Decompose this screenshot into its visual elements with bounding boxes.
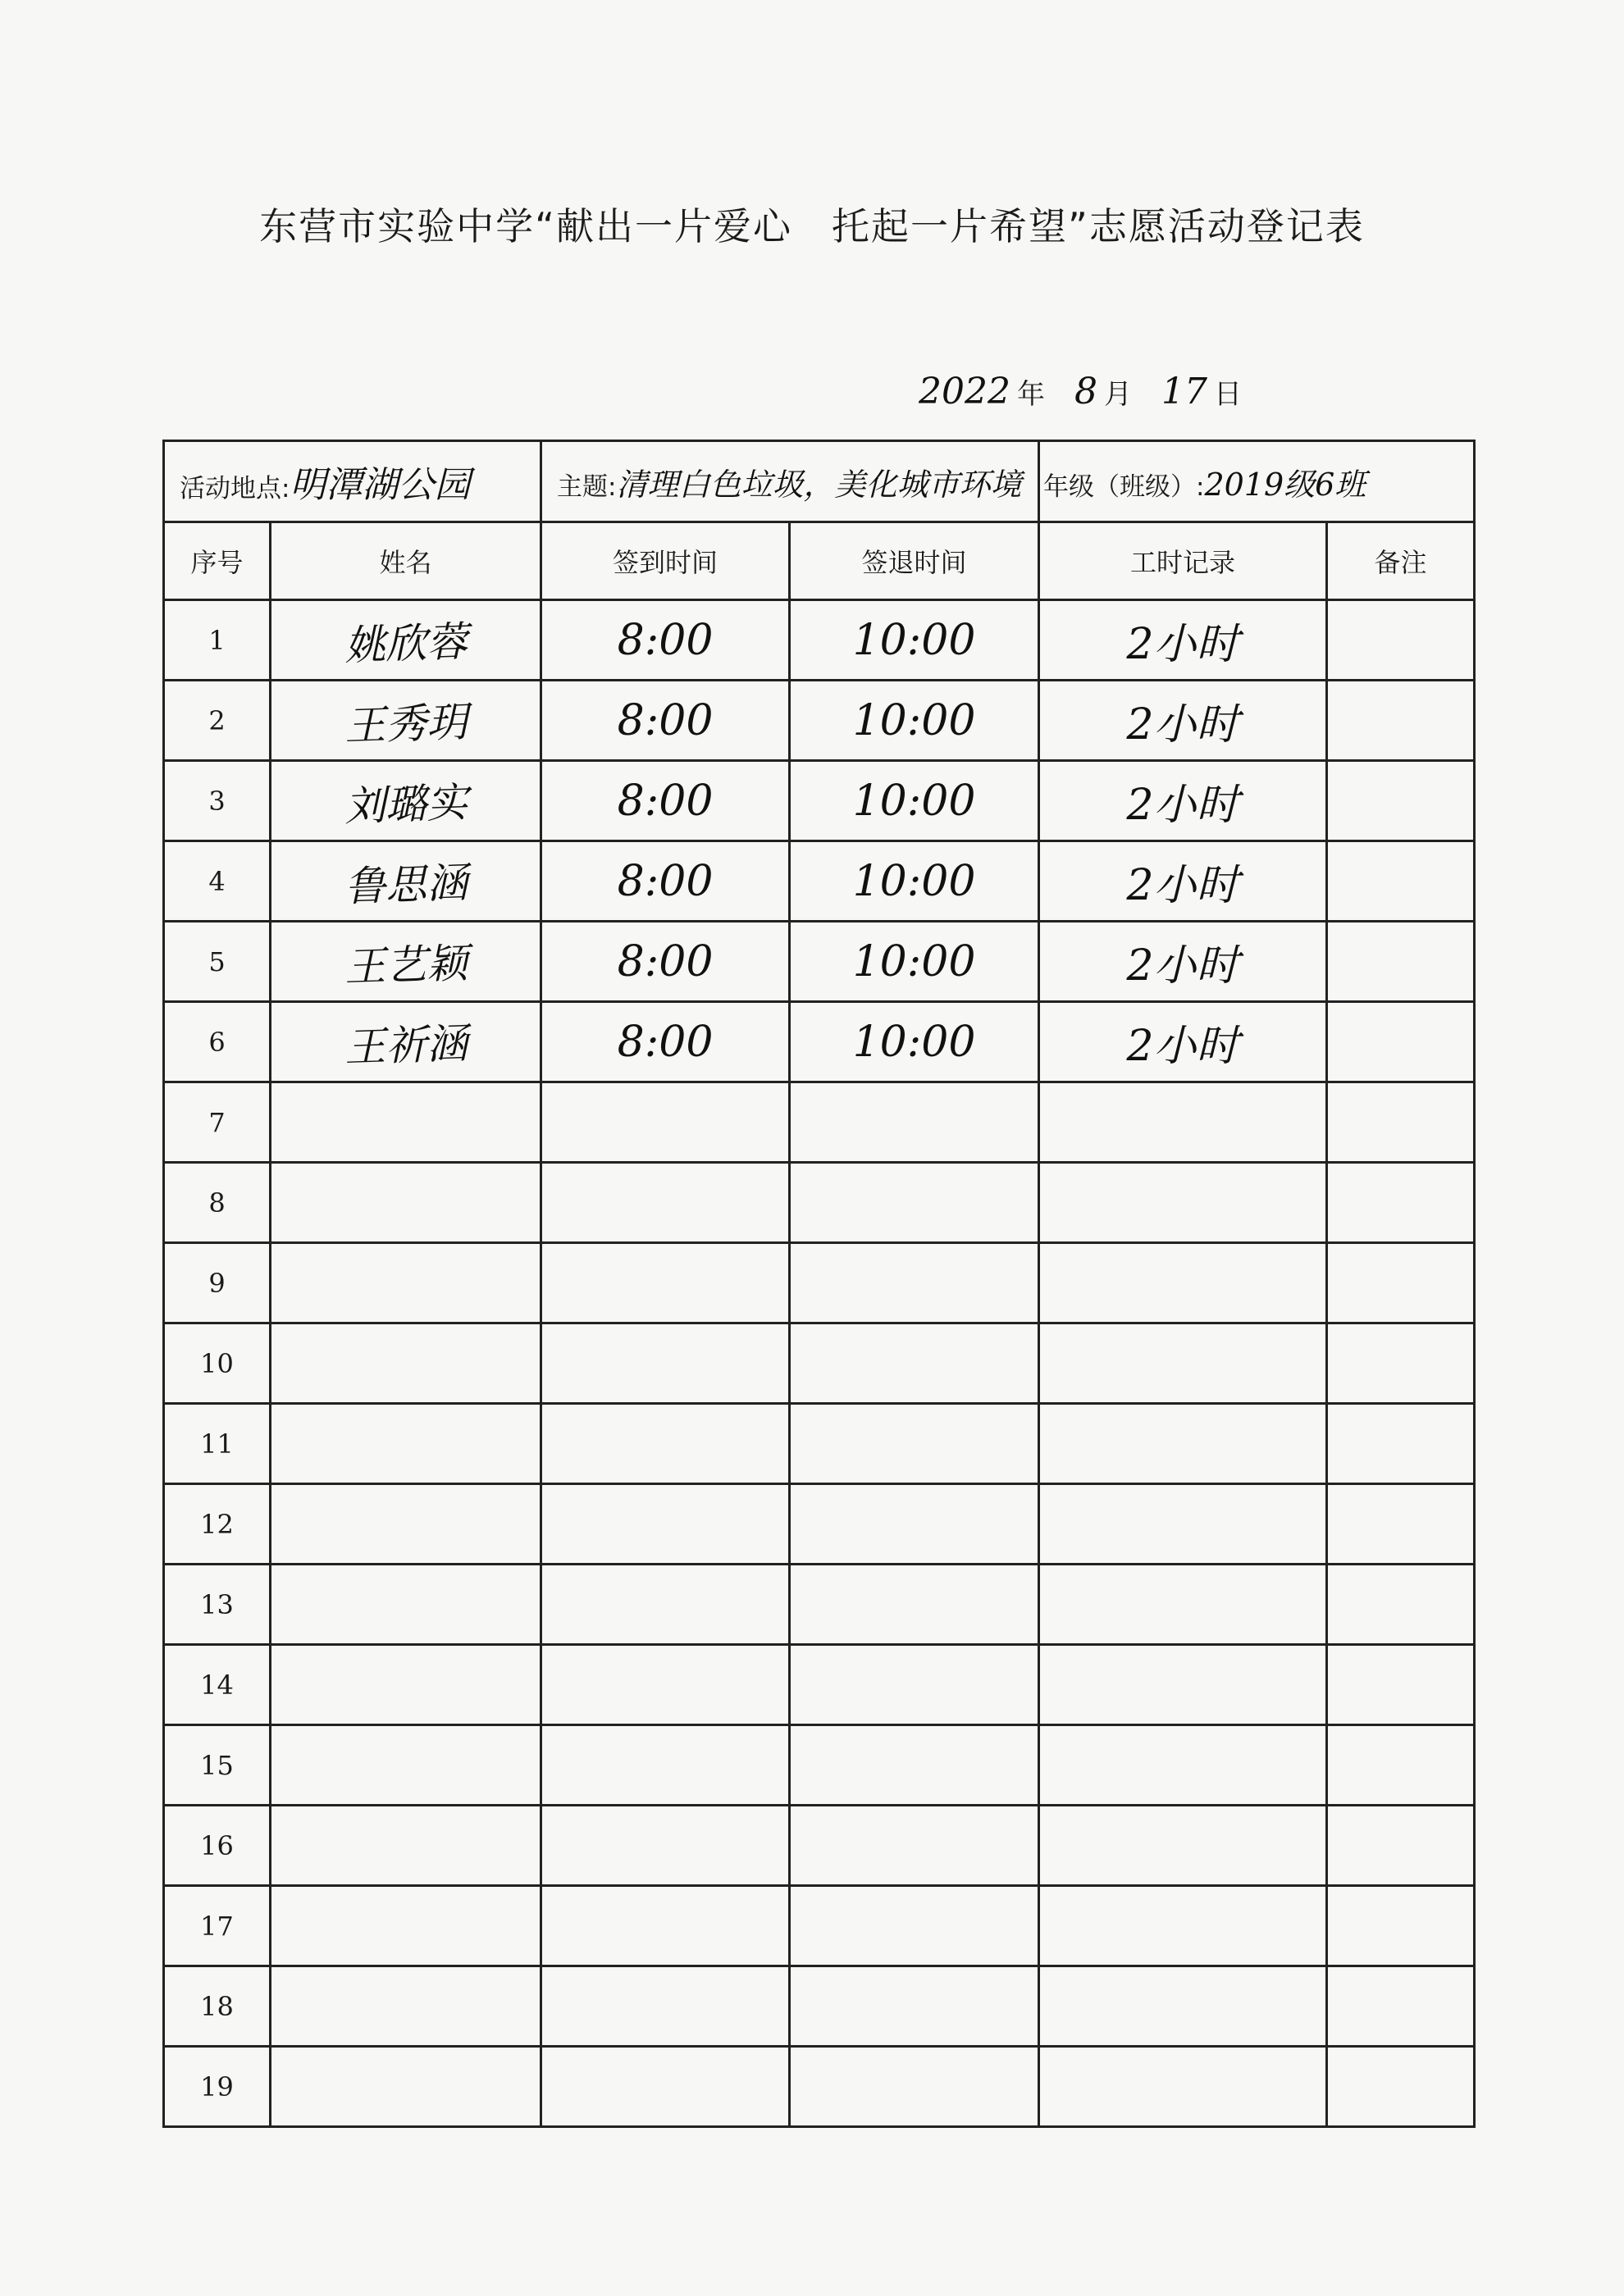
row-number: 4 <box>208 865 226 897</box>
row-hours-cell <box>1039 1645 1327 1725</box>
row-sign-in-cell <box>541 1886 790 1966</box>
row-sign-out-cell <box>790 1002 1039 1082</box>
row-sign-in-cell <box>541 1404 790 1484</box>
row-note-cell <box>1327 600 1475 681</box>
row-note-cell <box>1327 1002 1475 1082</box>
row-number-cell <box>164 1565 271 1645</box>
row-sign-in: 8:00 <box>617 1017 714 1067</box>
row-name: 刘璐实 <box>343 777 468 831</box>
row-note-cell <box>1327 1966 1475 2047</box>
row-number-cell <box>164 922 271 1002</box>
header-sign-in: 签到时间 <box>541 522 790 600</box>
row-number-cell <box>164 1806 271 1886</box>
row-sign-in-cell <box>541 1163 790 1243</box>
row-sign-out-cell <box>790 681 1039 761</box>
location-label: 活动地点: <box>180 474 290 503</box>
row-number: 19 <box>200 2070 234 2102</box>
date-day: 17 <box>1161 371 1207 412</box>
row-sign-out-cell <box>790 1725 1039 1806</box>
row-sign-in-cell <box>541 922 790 1002</box>
header-note: 备注 <box>1327 522 1475 600</box>
row-hours: 2小时 <box>1126 781 1239 830</box>
row-number-cell <box>164 1002 271 1082</box>
meta-row <box>164 441 1475 522</box>
row-hours-cell <box>1039 922 1327 1002</box>
row-hours-cell <box>1039 1966 1327 2047</box>
row-name-cell <box>271 681 541 761</box>
row-name-cell <box>271 1323 541 1404</box>
location-cell <box>164 441 541 522</box>
row-sign-out-cell <box>790 1082 1039 1163</box>
table-row <box>164 841 1475 922</box>
row-note-cell <box>1327 1645 1475 1725</box>
row-hours: 2小时 <box>1126 941 1239 991</box>
row-number: 16 <box>200 1829 234 1861</box>
grade-cell <box>1039 441 1475 522</box>
row-sign-out-cell <box>790 1966 1039 2047</box>
row-name-cell <box>271 841 541 922</box>
row-number: 10 <box>200 1347 234 1379</box>
location-value: 明潭湖公园 <box>290 464 471 506</box>
row-number: 3 <box>208 785 226 817</box>
row-number: 2 <box>208 704 226 736</box>
row-number-cell <box>164 1966 271 2047</box>
theme-value: 清理白色垃圾，美化城市环境 <box>616 466 1022 503</box>
row-sign-in-cell <box>541 1645 790 1725</box>
table-row <box>164 1163 1475 1243</box>
row-name-cell <box>271 1404 541 1484</box>
row-number: 14 <box>200 1669 234 1701</box>
row-number: 6 <box>208 1026 226 1058</box>
row-hours: 2小时 <box>1126 620 1239 669</box>
row-sign-in-cell <box>541 761 790 841</box>
row-sign-out-cell <box>790 1806 1039 1886</box>
header-hours: 工时记录 <box>1039 522 1327 600</box>
row-sign-in-cell <box>541 1725 790 1806</box>
row-hours: 2小时 <box>1126 861 1239 910</box>
row-number-cell <box>164 681 271 761</box>
row-sign-out: 10:00 <box>852 936 976 986</box>
row-sign-in-cell <box>541 2047 790 2127</box>
table-row <box>164 922 1475 1002</box>
registration-table <box>162 440 1476 2128</box>
table-row <box>164 1002 1475 1082</box>
row-hours-cell <box>1039 1484 1327 1565</box>
row-number: 12 <box>200 1508 234 1540</box>
row-name: 王秀玥 <box>343 697 468 750</box>
row-name-cell <box>271 1725 541 1806</box>
row-name-cell <box>271 1484 541 1565</box>
row-hours-cell <box>1039 1082 1327 1163</box>
date-year: 2022 <box>919 371 1010 412</box>
row-number-cell <box>164 1323 271 1404</box>
row-name-cell <box>271 1806 541 1886</box>
row-name-cell <box>271 2047 541 2127</box>
form-title: 东营市实验中学“献出一片爱心 托起一片希望”志愿活动登记表 <box>259 204 1365 248</box>
row-number-cell <box>164 1886 271 1966</box>
header-name: 姓名 <box>271 522 541 600</box>
row-number: 7 <box>208 1106 226 1138</box>
row-sign-in-cell <box>541 1565 790 1645</box>
row-sign-out-cell <box>790 761 1039 841</box>
row-sign-out-cell <box>790 841 1039 922</box>
row-note-cell <box>1327 1565 1475 1645</box>
row-number-cell <box>164 1082 271 1163</box>
row-name: 鲁思涵 <box>343 858 468 911</box>
row-hours-cell <box>1039 1163 1327 1243</box>
table-row <box>164 1725 1475 1806</box>
header-no: 序号 <box>164 522 271 600</box>
table-row <box>164 1565 1475 1645</box>
row-number-cell <box>164 1243 271 1323</box>
row-name-cell <box>271 1163 541 1243</box>
row-name: 姚欣蓉 <box>343 617 468 670</box>
row-sign-in-cell <box>541 1082 790 1163</box>
row-name-cell <box>271 922 541 1002</box>
form-date <box>919 371 1242 412</box>
row-number: 18 <box>200 1990 234 2022</box>
row-name-cell <box>271 1002 541 1082</box>
row-name-cell <box>271 1645 541 1725</box>
row-name: 王艺颖 <box>343 938 468 991</box>
date-day-label: 日 <box>1213 378 1242 411</box>
date-month-label: 月 <box>1103 378 1132 411</box>
row-note-cell <box>1327 1082 1475 1163</box>
row-hours-cell <box>1039 1565 1327 1645</box>
row-note-cell <box>1327 1886 1475 1966</box>
row-hours-cell <box>1039 1806 1327 1886</box>
row-note-cell <box>1327 1323 1475 1404</box>
row-sign-out-cell <box>790 1484 1039 1565</box>
row-sign-out-cell <box>790 922 1039 1002</box>
row-number: 5 <box>208 945 226 977</box>
row-hours-cell <box>1039 761 1327 841</box>
row-number-cell <box>164 761 271 841</box>
row-hours-cell <box>1039 600 1327 681</box>
row-note-cell <box>1327 1725 1475 1806</box>
row-sign-out-cell <box>790 1243 1039 1323</box>
row-hours-cell <box>1039 1886 1327 1966</box>
row-sign-out-cell <box>790 1645 1039 1725</box>
table-row <box>164 600 1475 681</box>
row-name-cell <box>271 600 541 681</box>
row-hours-cell <box>1039 1323 1327 1404</box>
row-number: 8 <box>208 1187 226 1219</box>
row-number-cell <box>164 1404 271 1484</box>
row-sign-in-cell <box>541 600 790 681</box>
header-row <box>164 522 1475 600</box>
row-sign-in: 8:00 <box>617 615 714 665</box>
row-sign-out-cell <box>790 1323 1039 1404</box>
row-hours-cell <box>1039 681 1327 761</box>
row-sign-in-cell <box>541 1484 790 1565</box>
table-row <box>164 1484 1475 1565</box>
row-sign-out-cell <box>790 1404 1039 1484</box>
row-hours-cell <box>1039 1725 1327 1806</box>
table-row <box>164 1404 1475 1484</box>
header-sign-out: 签退时间 <box>790 522 1039 600</box>
row-note-cell <box>1327 1243 1475 1323</box>
row-number-cell <box>164 2047 271 2127</box>
row-number: 11 <box>200 1428 234 1460</box>
row-number-cell <box>164 1725 271 1806</box>
row-hours-cell <box>1039 841 1327 922</box>
row-sign-in-cell <box>541 841 790 922</box>
row-name-cell <box>271 1082 541 1163</box>
row-name-cell <box>271 1886 541 1966</box>
row-sign-in-cell <box>541 1323 790 1404</box>
row-hours: 2小时 <box>1126 700 1239 749</box>
row-sign-in-cell <box>541 1243 790 1323</box>
row-number-cell <box>164 1645 271 1725</box>
row-sign-in: 8:00 <box>617 776 714 826</box>
row-sign-out-cell <box>790 1163 1039 1243</box>
row-note-cell <box>1327 761 1475 841</box>
date-month: 8 <box>1074 371 1097 412</box>
grade-value: 2019级6班 <box>1204 466 1366 503</box>
row-sign-out: 10:00 <box>852 615 976 665</box>
row-sign-out: 10:00 <box>852 695 976 745</box>
row-sign-out-cell <box>790 2047 1039 2127</box>
row-sign-in-cell <box>541 1966 790 2047</box>
row-sign-in-cell <box>541 681 790 761</box>
row-sign-in: 8:00 <box>617 856 714 906</box>
row-sign-in: 8:00 <box>617 695 714 745</box>
row-name: 王祈涵 <box>343 1018 468 1072</box>
row-name-cell <box>271 1243 541 1323</box>
row-number: 15 <box>200 1749 234 1781</box>
row-note-cell <box>1327 1484 1475 1565</box>
row-note-cell <box>1327 1806 1475 1886</box>
table-row <box>164 681 1475 761</box>
row-name-cell <box>271 1966 541 2047</box>
row-hours-cell <box>1039 2047 1327 2127</box>
table-row <box>164 1243 1475 1323</box>
table-row <box>164 1886 1475 1966</box>
row-sign-in-cell <box>541 1002 790 1082</box>
row-note-cell <box>1327 841 1475 922</box>
row-number-cell <box>164 841 271 922</box>
row-number: 9 <box>208 1267 226 1299</box>
row-sign-out: 10:00 <box>852 1017 976 1067</box>
row-hours: 2小时 <box>1126 1022 1239 1071</box>
table-row <box>164 1323 1475 1404</box>
row-number-cell <box>164 1163 271 1243</box>
theme-label: 主题: <box>557 472 617 502</box>
row-note-cell <box>1327 1404 1475 1484</box>
row-sign-out: 10:00 <box>852 776 976 826</box>
table-row <box>164 1966 1475 2047</box>
table-row <box>164 1082 1475 1163</box>
row-sign-out-cell <box>790 1565 1039 1645</box>
row-hours-cell <box>1039 1243 1327 1323</box>
row-note-cell <box>1327 922 1475 1002</box>
row-sign-in-cell <box>541 1806 790 1886</box>
row-hours-cell <box>1039 1404 1327 1484</box>
row-number-cell <box>164 600 271 681</box>
table-row <box>164 1645 1475 1725</box>
theme-cell <box>541 441 1039 522</box>
row-number-cell <box>164 1484 271 1565</box>
row-name-cell <box>271 761 541 841</box>
row-sign-out: 10:00 <box>852 856 976 906</box>
row-sign-in: 8:00 <box>617 936 714 986</box>
date-year-label: 年 <box>1016 378 1045 411</box>
table-row <box>164 761 1475 841</box>
row-number: 17 <box>200 1910 234 1942</box>
row-note-cell <box>1327 2047 1475 2127</box>
row-note-cell <box>1327 681 1475 761</box>
grade-label: 年级（班级）: <box>1043 472 1205 502</box>
table-row <box>164 2047 1475 2127</box>
row-sign-out-cell <box>790 600 1039 681</box>
row-number: 13 <box>200 1588 234 1620</box>
row-hours-cell <box>1039 1002 1327 1082</box>
table-row <box>164 1806 1475 1886</box>
row-number: 1 <box>208 624 226 656</box>
row-name-cell <box>271 1565 541 1645</box>
row-note-cell <box>1327 1163 1475 1243</box>
row-sign-out-cell <box>790 1886 1039 1966</box>
